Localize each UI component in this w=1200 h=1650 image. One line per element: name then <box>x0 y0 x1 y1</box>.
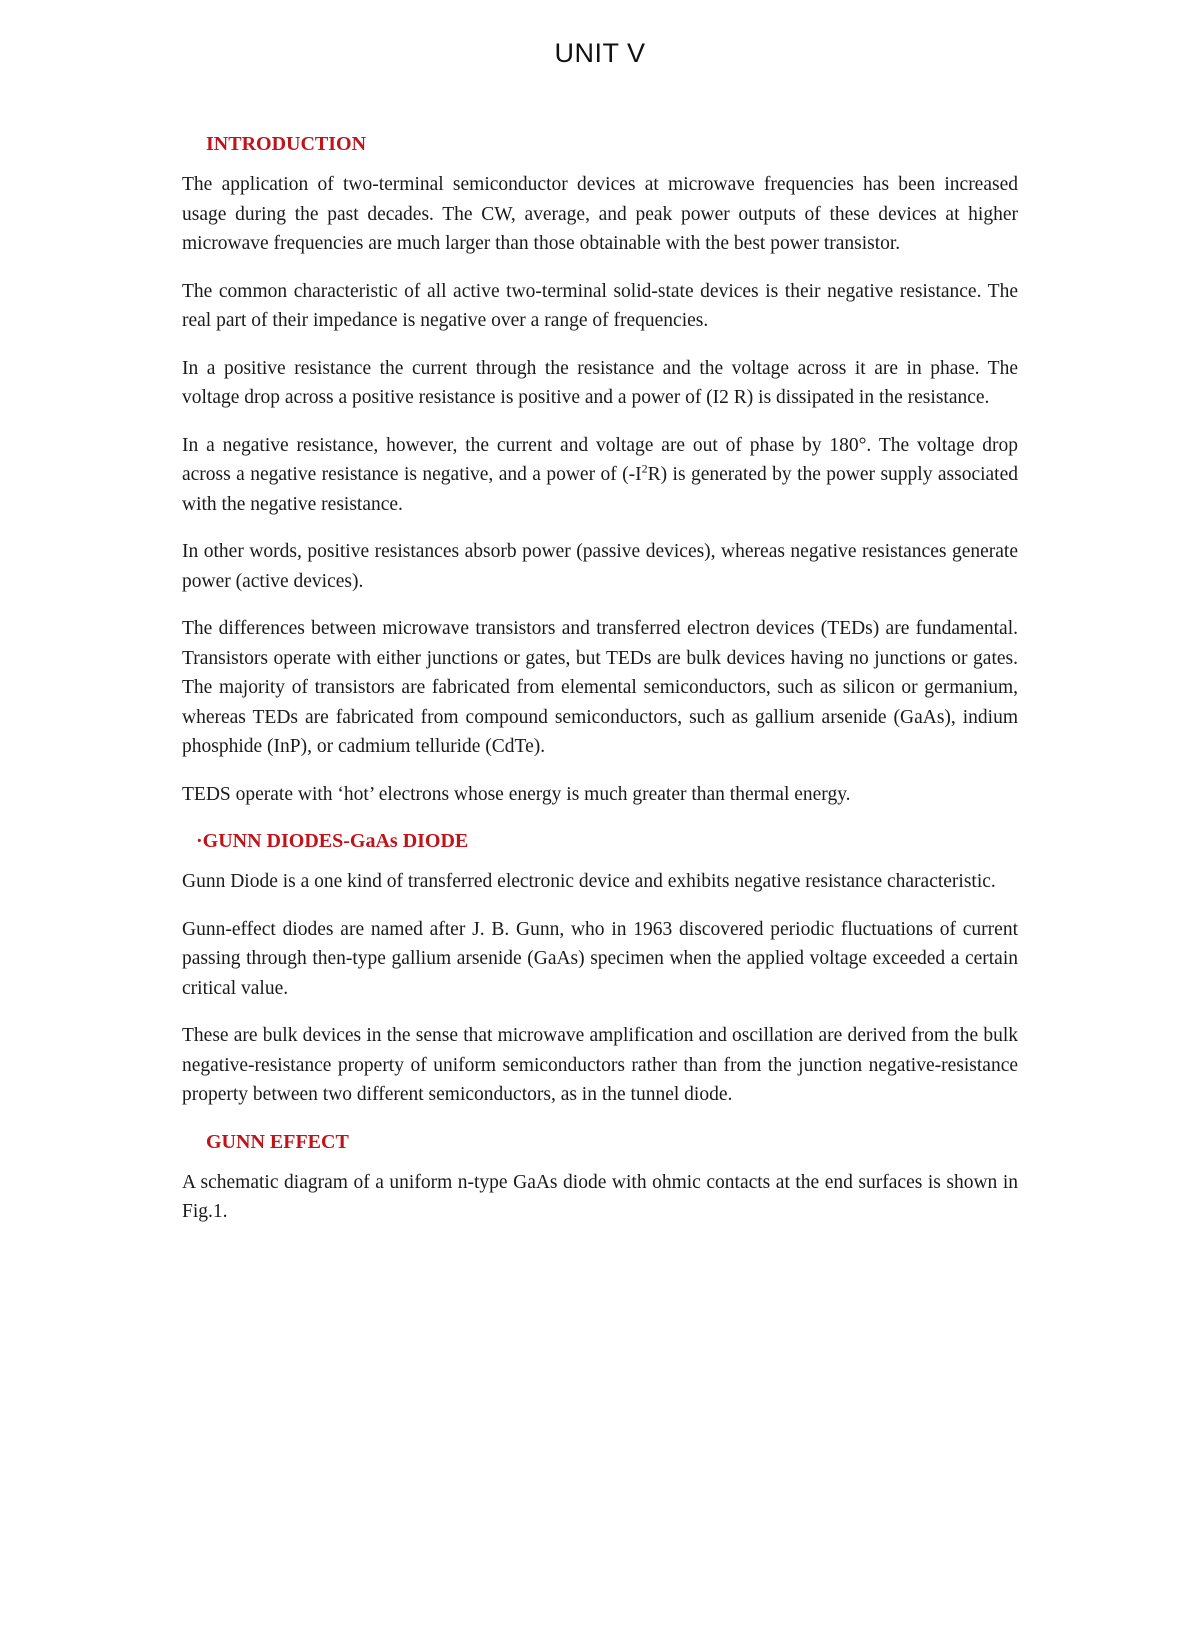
paragraph: In other words, positive resistances absorb power (passive devices), whereas negative resistances generate power (active devices). <box>182 541 1018 592</box>
paragraph-text: R) is generated by the power supply associated with the negative resistance. <box>182 464 1019 515</box>
paragraph: TEDS operate with ‘hot’ electrons whose energy is much greater than thermal energy. <box>182 783 851 805</box>
section-heading-gunn-effect: GUNN EFFECT <box>206 1130 349 1153</box>
paragraph: Gunn-effect diodes are named after J. B. Gunn, who in 1963 discovered periodic fluctuations of current passing through then-type gallium arsenide (GaAs) specimen when the applied voltage exceeded a certain critical value. <box>182 918 1018 999</box>
paragraph: In a positive resistance the current through the resistance and the voltage across it are in phase. The voltage drop across a positive resistance is positive and a power of (I2 R) is dissipated in the resistance. <box>182 357 1018 408</box>
paragraph: The application of two-terminal semiconductor devices at microwave frequencies has been increased usage during the past decades. The CW, average, and peak power outputs of these devices at higher microwave frequencies are much larger than those obtainable with the best power transistor. <box>182 174 1018 254</box>
paragraph-with-superscript <box>182 431 1018 520</box>
paragraph: These are bulk devices in the sense that microwave amplification and oscillation are derived from the bulk negative-resistance property of uniform semiconductors rather than from the junction negative-resistance property between two different semiconductors, as in the tunnel diode. <box>182 1025 1018 1105</box>
paragraph: A schematic diagram of a uniform n-type GaAs diode with ohmic contacts at the end surfaces is shown in Fig.1. <box>182 1171 1018 1222</box>
section-heading-introduction: INTRODUCTION <box>206 133 367 155</box>
paragraph-text: In a negative resistance, however, the current and voltage are out of phase by 180°. The voltage drop across a negative resistance is negative, and a power of (-I <box>182 434 1018 485</box>
paragraph: The common characteristic of all active two-terminal solid-state devices is their negative resistance. The real part of their impedance is negative over a range of frequencies. <box>182 280 1018 331</box>
paragraph: Gunn Diode is a one kind of transferred electronic device and exhibits negative resistance characteristic. <box>182 871 996 892</box>
superscript: 2 <box>641 461 648 476</box>
page-title: UNIT V <box>554 38 646 68</box>
paragraph: The differences between microwave transistors and transferred electron devices (TEDs) are fundamental. Transistors operate with either junctions or gates, but TEDs are bulk devices having no junctions or gates. The majority of transistors are fabricated from elemental semiconductors, such as silicon or germanium, whereas TEDs are fabricated from compound semiconductors, such as gallium arsenide (GaAs), indium phosphide (InP), or cadmium telluride (CdTe). <box>182 618 1018 757</box>
section-heading-gunn-diodes: ·GUNN DIODES-GaAs DIODE <box>196 830 469 852</box>
document-body <box>182 130 1018 1245</box>
